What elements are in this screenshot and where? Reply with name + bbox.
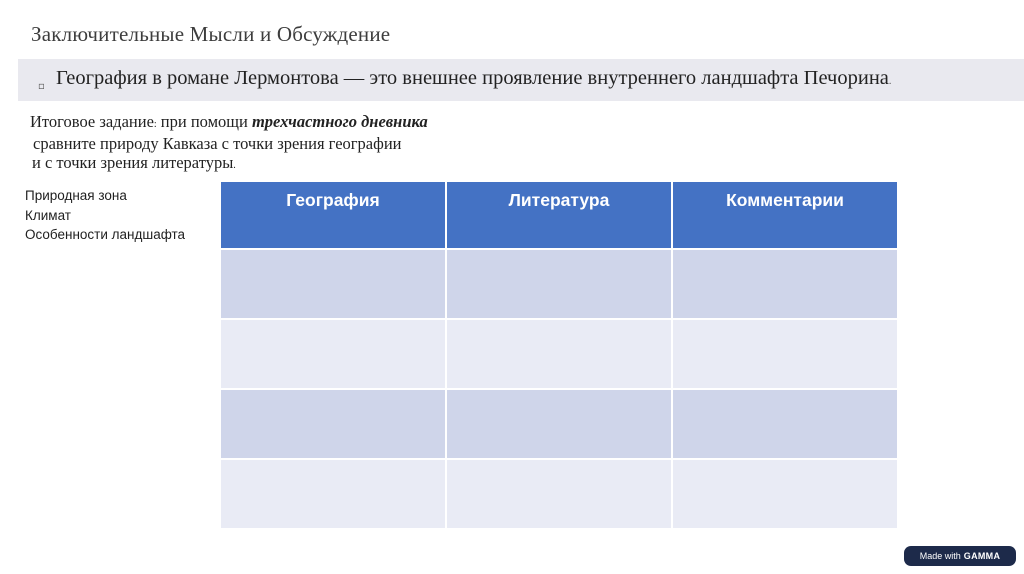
table-cell[interactable] (447, 250, 671, 318)
table-cell[interactable] (221, 390, 445, 458)
task-line-2: сравните природу Кавказа с точки зрения географии (33, 134, 402, 153)
task-block (30, 112, 428, 175)
table-row (221, 250, 897, 318)
table-cell[interactable] (673, 320, 897, 388)
side-list (25, 186, 185, 245)
table-cell[interactable] (447, 320, 671, 388)
table-row (221, 390, 897, 458)
table-cell[interactable] (221, 250, 445, 318)
task-line-3-end: . (233, 160, 236, 171)
table-cell[interactable] (673, 460, 897, 528)
table-cell[interactable] (447, 390, 671, 458)
side-list-item: Природная зона (25, 188, 127, 203)
callout-text-main: География в романе Лермонтова — это внешнее проявление внутреннего ландшафта Печорина (56, 67, 889, 89)
callout-text (56, 67, 891, 90)
gamma-logo: GAMMA (963, 551, 1001, 561)
task-label: Итоговое задание (30, 112, 154, 131)
callout-end-mark: . (888, 76, 892, 87)
header-geography: География (221, 182, 445, 248)
table-cell[interactable] (221, 460, 445, 528)
task-label-colon: : (153, 119, 157, 130)
task-line-3-text: и с точки зрения литературы (32, 153, 234, 172)
table-cell[interactable] (221, 320, 445, 388)
badge-prefix: Made with (919, 551, 961, 561)
task-line-3 (30, 153, 428, 175)
comparison-table (219, 180, 899, 530)
header-literature: Литература (447, 182, 671, 248)
made-with-gamma-badge[interactable] (904, 546, 1016, 566)
header-comments: Комментарии (673, 182, 897, 248)
table-cell[interactable] (673, 250, 897, 318)
table-row (221, 460, 897, 528)
callout-box (18, 59, 1024, 101)
table-row (221, 320, 897, 388)
task-line-1 (30, 112, 428, 134)
task-emphasis: трехчастного дневника (251, 112, 428, 131)
slide-title: Заключительные Мысли и Обсуждение (31, 22, 391, 46)
side-list-item: Особенности ландшафта (25, 227, 186, 242)
table-cell[interactable] (447, 460, 671, 528)
table-cell[interactable] (673, 390, 897, 458)
side-list-item: Климат (25, 207, 71, 223)
table-header-row (221, 182, 897, 248)
task-intro: при помощи (156, 112, 252, 131)
bullet-icon: ▫ (38, 81, 45, 92)
